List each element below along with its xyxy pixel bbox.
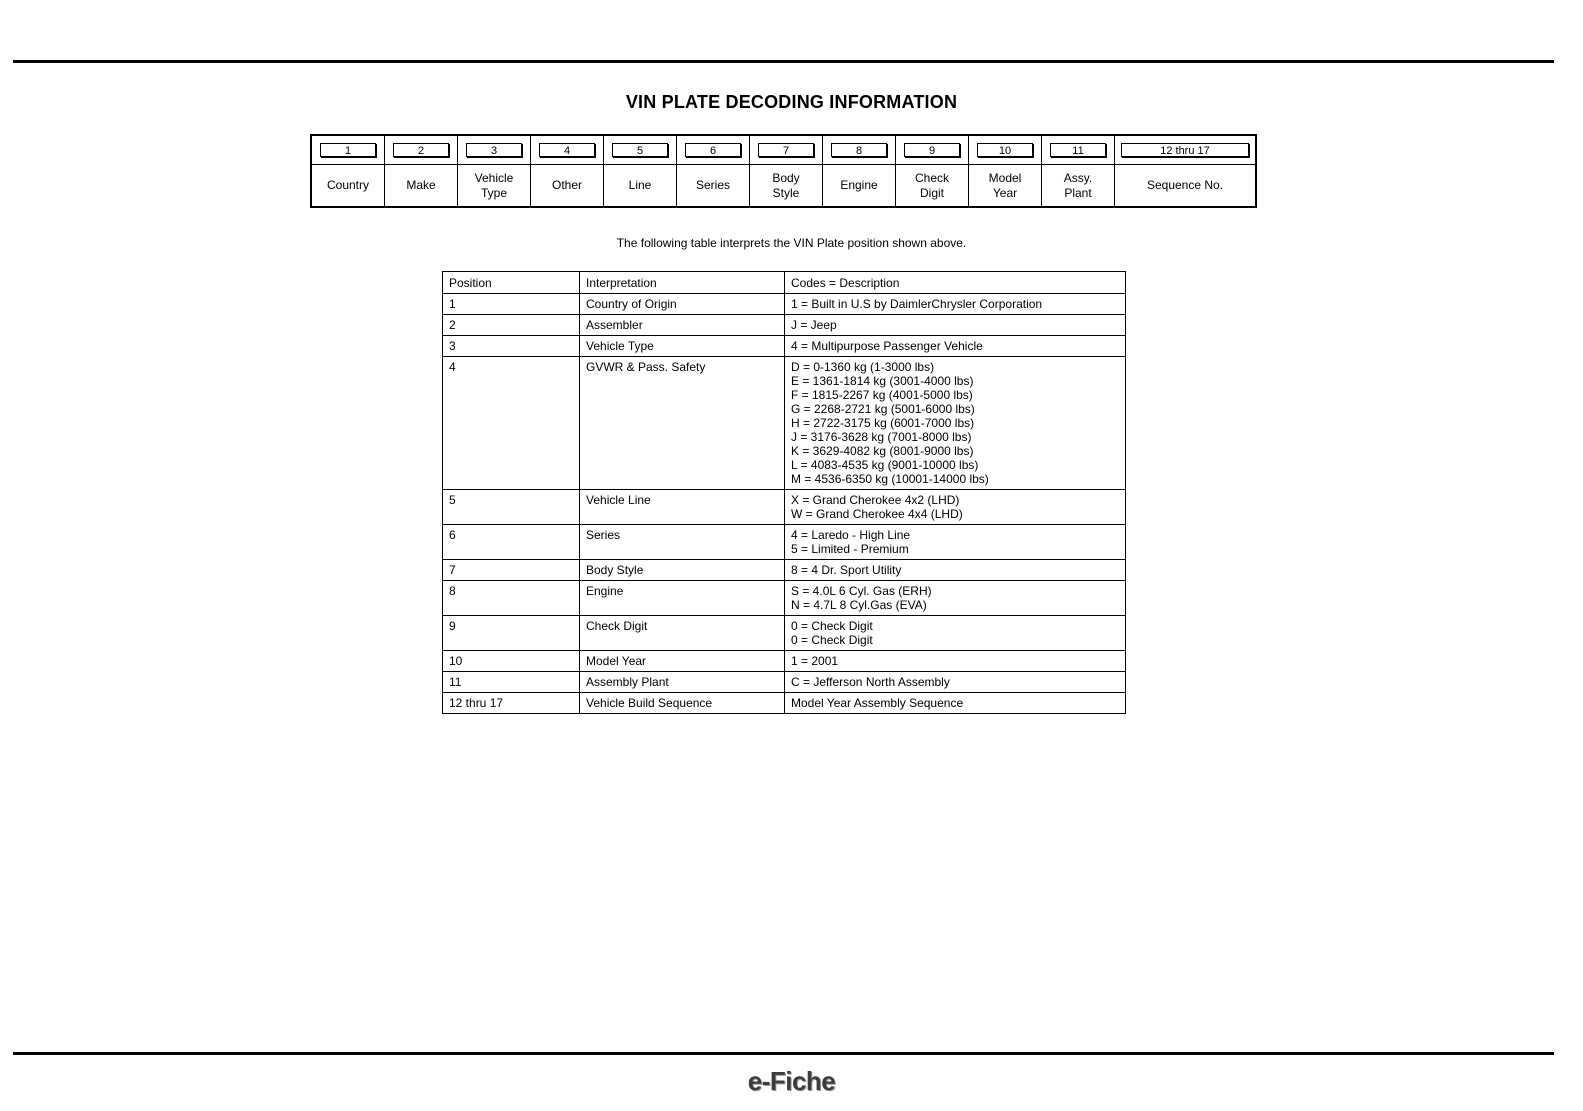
code-line: 5 = Limited - Premium — [791, 542, 909, 556]
plate-position-cell — [458, 136, 530, 165]
plate-position-label: Engine — [840, 178, 878, 192]
cell-position: 6 — [443, 525, 580, 560]
cell-position: 8 — [443, 581, 580, 616]
code-line: N = 4.7L 8 Cyl.Gas (EVA) — [791, 598, 927, 612]
table-row — [443, 315, 1126, 336]
plate-position-label: Model Year — [988, 170, 1022, 200]
cell-codes — [785, 294, 1126, 315]
table-row — [443, 651, 1126, 672]
cell-interpretation: GVWR & Pass. Safety — [580, 357, 785, 490]
cell-position: 3 — [443, 336, 580, 357]
plate-position-box: 5 — [612, 143, 668, 157]
plate-position-cell — [969, 136, 1041, 165]
cell-codes — [785, 336, 1126, 357]
plate-column — [1042, 136, 1115, 206]
code-line: K = 3629-4082 kg (8001-9000 lbs) — [791, 444, 974, 458]
vin-decoding-table — [442, 271, 1126, 714]
cell-interpretation: Engine — [580, 581, 785, 616]
plate-position-cell — [750, 136, 822, 165]
plate-column — [677, 136, 750, 206]
cell-interpretation: Vehicle Line — [580, 490, 785, 525]
table-row — [443, 581, 1126, 616]
cell-codes — [785, 490, 1126, 525]
code-line: 4 = Multipurpose Passenger Vehicle — [791, 339, 983, 353]
vin-plate-diagram — [310, 134, 1257, 208]
table-row — [443, 336, 1126, 357]
plate-position-label: Country — [326, 178, 370, 192]
plate-position-box: 9 — [904, 143, 960, 157]
table-row — [443, 525, 1126, 560]
code-line: S = 4.0L 6 Cyl. Gas (ERH) — [791, 584, 932, 598]
cell-position: 9 — [443, 616, 580, 651]
plate-column — [385, 136, 458, 206]
table-row — [443, 490, 1126, 525]
top-rule — [13, 60, 1554, 63]
plate-column — [750, 136, 823, 206]
plate-position-label: Series — [695, 178, 730, 192]
code-line: 0 = Check Digit — [791, 619, 873, 633]
plate-position-cell — [1042, 136, 1114, 165]
cell-position: 12 thru 17 — [443, 693, 580, 714]
header-codes: Codes = Description — [785, 272, 1126, 294]
table-header-row — [443, 272, 1126, 294]
cell-position: 11 — [443, 672, 580, 693]
plate-position-cell — [385, 136, 457, 165]
plate-column — [1115, 136, 1255, 206]
bottom-rule — [13, 1052, 1554, 1055]
cell-codes — [785, 525, 1126, 560]
cell-position: 7 — [443, 560, 580, 581]
code-line: M = 4536-6350 kg (10001-14000 lbs) — [791, 472, 989, 486]
plate-position-box: 3 — [466, 143, 522, 157]
header-position: Position — [443, 272, 580, 294]
code-line: Model Year Assembly Sequence — [791, 696, 964, 710]
plate-position-cell — [604, 136, 676, 165]
code-line: 8 = 4 Dr. Sport Utility — [791, 563, 902, 577]
efiche-logo — [0, 1066, 1583, 1097]
code-line: J = Jeep — [791, 318, 837, 332]
code-line: L = 4083-4535 kg (9001-10000 lbs) — [791, 458, 979, 472]
code-line: F = 1815-2267 kg (4001-5000 lbs) — [791, 388, 973, 402]
plate-position-box: 8 — [831, 143, 887, 157]
code-line: 1 = 2001 — [791, 654, 839, 668]
code-line: 4 = Laredo - High Line — [791, 528, 911, 542]
table-note: The following table interprets the VIN Plate position shown above. — [616, 236, 967, 250]
cell-position: 10 — [443, 651, 580, 672]
plate-position-box: 2 — [393, 143, 449, 157]
plate-position-box: 12 thru 17 — [1121, 143, 1249, 157]
cell-interpretation: Model Year — [580, 651, 785, 672]
plate-position-cell — [896, 136, 968, 165]
cell-interpretation: Check Digit — [580, 616, 785, 651]
plate-column — [312, 136, 385, 206]
cell-position: 1 — [443, 294, 580, 315]
code-line: X = Grand Cherokee 4x2 (LHD) — [791, 493, 960, 507]
cell-codes — [785, 315, 1126, 336]
cell-interpretation: Series — [580, 525, 785, 560]
cell-position: 5 — [443, 490, 580, 525]
plate-position-label: Body Style — [772, 170, 800, 200]
cell-codes — [785, 672, 1126, 693]
cell-interpretation: Assembly Plant — [580, 672, 785, 693]
cell-interpretation: Vehicle Build Sequence — [580, 693, 785, 714]
table-row — [443, 357, 1126, 490]
cell-codes — [785, 581, 1126, 616]
cell-codes — [785, 693, 1126, 714]
cell-position: 2 — [443, 315, 580, 336]
table-row — [443, 560, 1126, 581]
code-line: C = Jefferson North Assembly — [791, 675, 950, 689]
plate-position-cell — [531, 136, 603, 165]
table-row — [443, 294, 1126, 315]
plate-position-label: Make — [406, 178, 436, 192]
plate-position-box: 4 — [539, 143, 595, 157]
plate-column — [969, 136, 1042, 206]
code-line: G = 2268-2721 kg (5001-6000 lbs) — [791, 402, 975, 416]
plate-position-label: Sequence No. — [1146, 178, 1224, 192]
plate-column — [896, 136, 969, 206]
header-interpretation: Interpretation — [580, 272, 785, 294]
table-row — [443, 693, 1126, 714]
code-line: W = Grand Cherokee 4x4 (LHD) — [791, 507, 963, 521]
cell-position: 4 — [443, 357, 580, 490]
table-row — [443, 672, 1126, 693]
code-line: J = 3176-3628 kg (7001-8000 lbs) — [791, 430, 972, 444]
plate-position-box: 6 — [685, 143, 741, 157]
table-row — [443, 616, 1126, 651]
logo-text: e-Fiche — [747, 1066, 836, 1096]
plate-position-label: Assy. Plant — [1063, 170, 1093, 200]
plate-position-label: Line — [628, 178, 652, 192]
code-line: 0 = Check Digit — [791, 633, 873, 647]
plate-column — [531, 136, 604, 206]
plate-position-label: Other — [551, 178, 582, 192]
plate-position-cell — [823, 136, 895, 165]
plate-position-cell — [1115, 136, 1255, 165]
cell-codes — [785, 357, 1126, 490]
cell-interpretation: Vehicle Type — [580, 336, 785, 357]
page-title: VIN PLATE DECODING INFORMATION — [625, 92, 958, 112]
cell-interpretation: Body Style — [580, 560, 785, 581]
plate-column — [458, 136, 531, 206]
cell-interpretation: Country of Origin — [580, 294, 785, 315]
plate-column — [823, 136, 896, 206]
plate-position-box: 7 — [758, 143, 814, 157]
plate-position-label: Check Digit — [914, 170, 949, 200]
cell-interpretation: Assembler — [580, 315, 785, 336]
cell-codes — [785, 651, 1126, 672]
plate-position-box: 10 — [977, 143, 1033, 157]
plate-column — [604, 136, 677, 206]
plate-position-box: 1 — [320, 143, 376, 157]
code-line: H = 2722-3175 kg (6001-7000 lbs) — [791, 416, 975, 430]
code-line: E = 1361-1814 kg (3001-4000 lbs) — [791, 374, 974, 388]
plate-position-box: 11 — [1050, 143, 1106, 157]
code-line: 1 = Built in U.S by DaimlerChrysler Corporation — [791, 297, 1043, 311]
cell-codes — [785, 616, 1126, 651]
plate-position-label: Vehicle Type — [474, 170, 514, 200]
cell-codes — [785, 560, 1126, 581]
code-line: D = 0-1360 kg (1-3000 lbs) — [791, 360, 935, 374]
plate-position-cell — [312, 136, 384, 165]
plate-position-cell — [677, 136, 749, 165]
